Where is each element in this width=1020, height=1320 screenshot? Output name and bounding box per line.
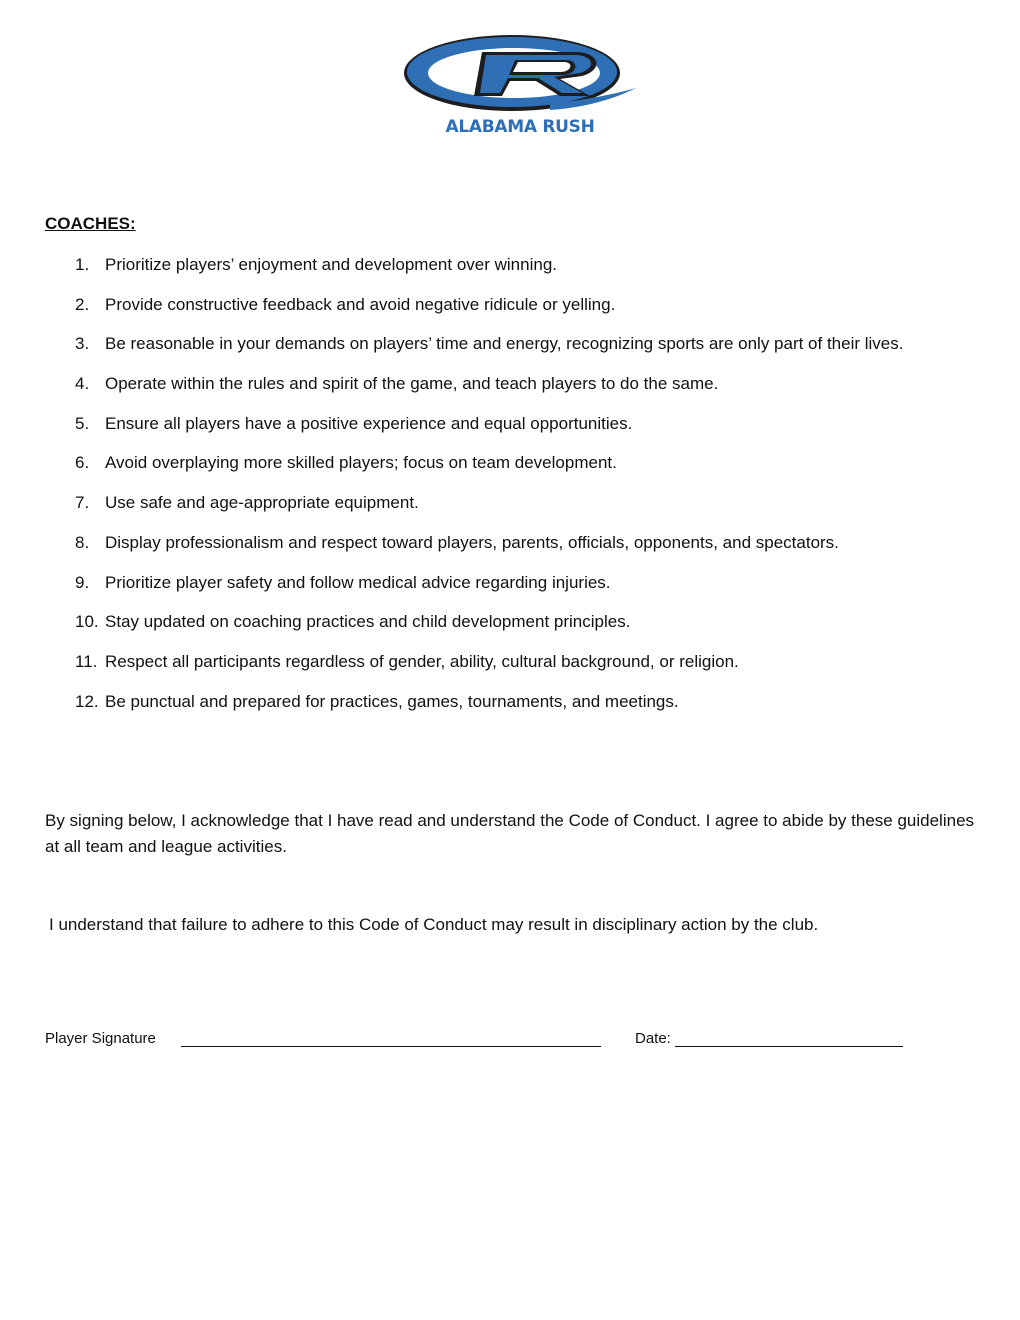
list-item-number: 12. xyxy=(75,691,99,711)
list-item-text: Stay updated on coaching practices and child development principles. xyxy=(105,612,631,632)
list-item xyxy=(75,533,904,573)
list-item-text: Prioritize player safety and follow medical advice regarding injuries. xyxy=(105,572,611,592)
list-item xyxy=(75,255,904,295)
list-item-text: Ensure all players have a positive experience and equal opportunities. xyxy=(105,413,633,433)
rush-r-emblem-icon xyxy=(400,30,640,120)
list-item-text: Be punctual and prepared for practices, games, tournaments, and meetings. xyxy=(105,691,679,711)
list-item-number: 5. xyxy=(75,413,90,433)
list-item-text: Prioritize players’ enjoyment and development over winning. xyxy=(105,255,557,274)
section-heading: COACHES: xyxy=(45,214,136,233)
list-item-number: 10. xyxy=(75,612,99,632)
list-item-number: 9. xyxy=(75,572,90,592)
list-item xyxy=(75,334,904,374)
list-item-number: 1. xyxy=(75,255,90,274)
list-item xyxy=(75,453,904,493)
list-item xyxy=(75,612,904,652)
list-item-text: Avoid overplaying more skilled players; focus on team development. xyxy=(105,453,617,473)
list-item-number: 8. xyxy=(75,532,90,552)
alabama-rush-logo xyxy=(400,30,640,142)
list-item-text: Be reasonable in your demands on players’ time and energy, recognizing sports are only part of their lives. xyxy=(105,334,904,354)
list-item-number: 11. xyxy=(75,651,98,671)
list-item-text: Provide constructive feedback and avoid negative ridicule or yelling. xyxy=(105,294,616,314)
player-signature-label: Player Signature xyxy=(45,1030,156,1047)
acknowledgement-paragraph: By signing below, I acknowledge that I have read and understand the Code of Conduct. I agree to abide by these guidelines at all team and league activities. xyxy=(45,811,975,856)
list-item xyxy=(75,573,904,613)
date-line[interactable] xyxy=(675,1046,903,1047)
date-label: Date: xyxy=(635,1030,671,1047)
list-item-text: Use safe and age-appropriate equipment. xyxy=(105,493,419,513)
logo-wordmark: ALABAMA RUSH xyxy=(445,117,595,137)
list-item xyxy=(75,374,904,414)
list-item xyxy=(75,295,904,335)
list-item-number: 4. xyxy=(75,374,90,394)
list-item-number: 7. xyxy=(75,493,90,513)
list-item xyxy=(75,493,904,533)
list-item-text: Respect all participants regardless of gender, ability, cultural background, or religion. xyxy=(105,651,739,671)
player-signature-line[interactable] xyxy=(181,1046,601,1047)
list-item xyxy=(75,692,904,732)
list-item-number: 6. xyxy=(75,453,90,473)
list-item-number: 3. xyxy=(75,334,90,354)
list-item-number: 2. xyxy=(75,294,90,314)
list-item xyxy=(75,414,904,454)
list-item xyxy=(75,652,904,692)
list-item-text: Operate within the rules and spirit of the game, and teach players to do the same. xyxy=(105,374,719,394)
list-item-text: Display professionalism and respect toward players, parents, officials, opponents, and spectators. xyxy=(105,532,839,552)
disciplinary-statement: I understand that failure to adhere to this Code of Conduct may result in disciplinary action by the club. xyxy=(49,915,819,934)
coaches-rule-list xyxy=(75,255,904,731)
